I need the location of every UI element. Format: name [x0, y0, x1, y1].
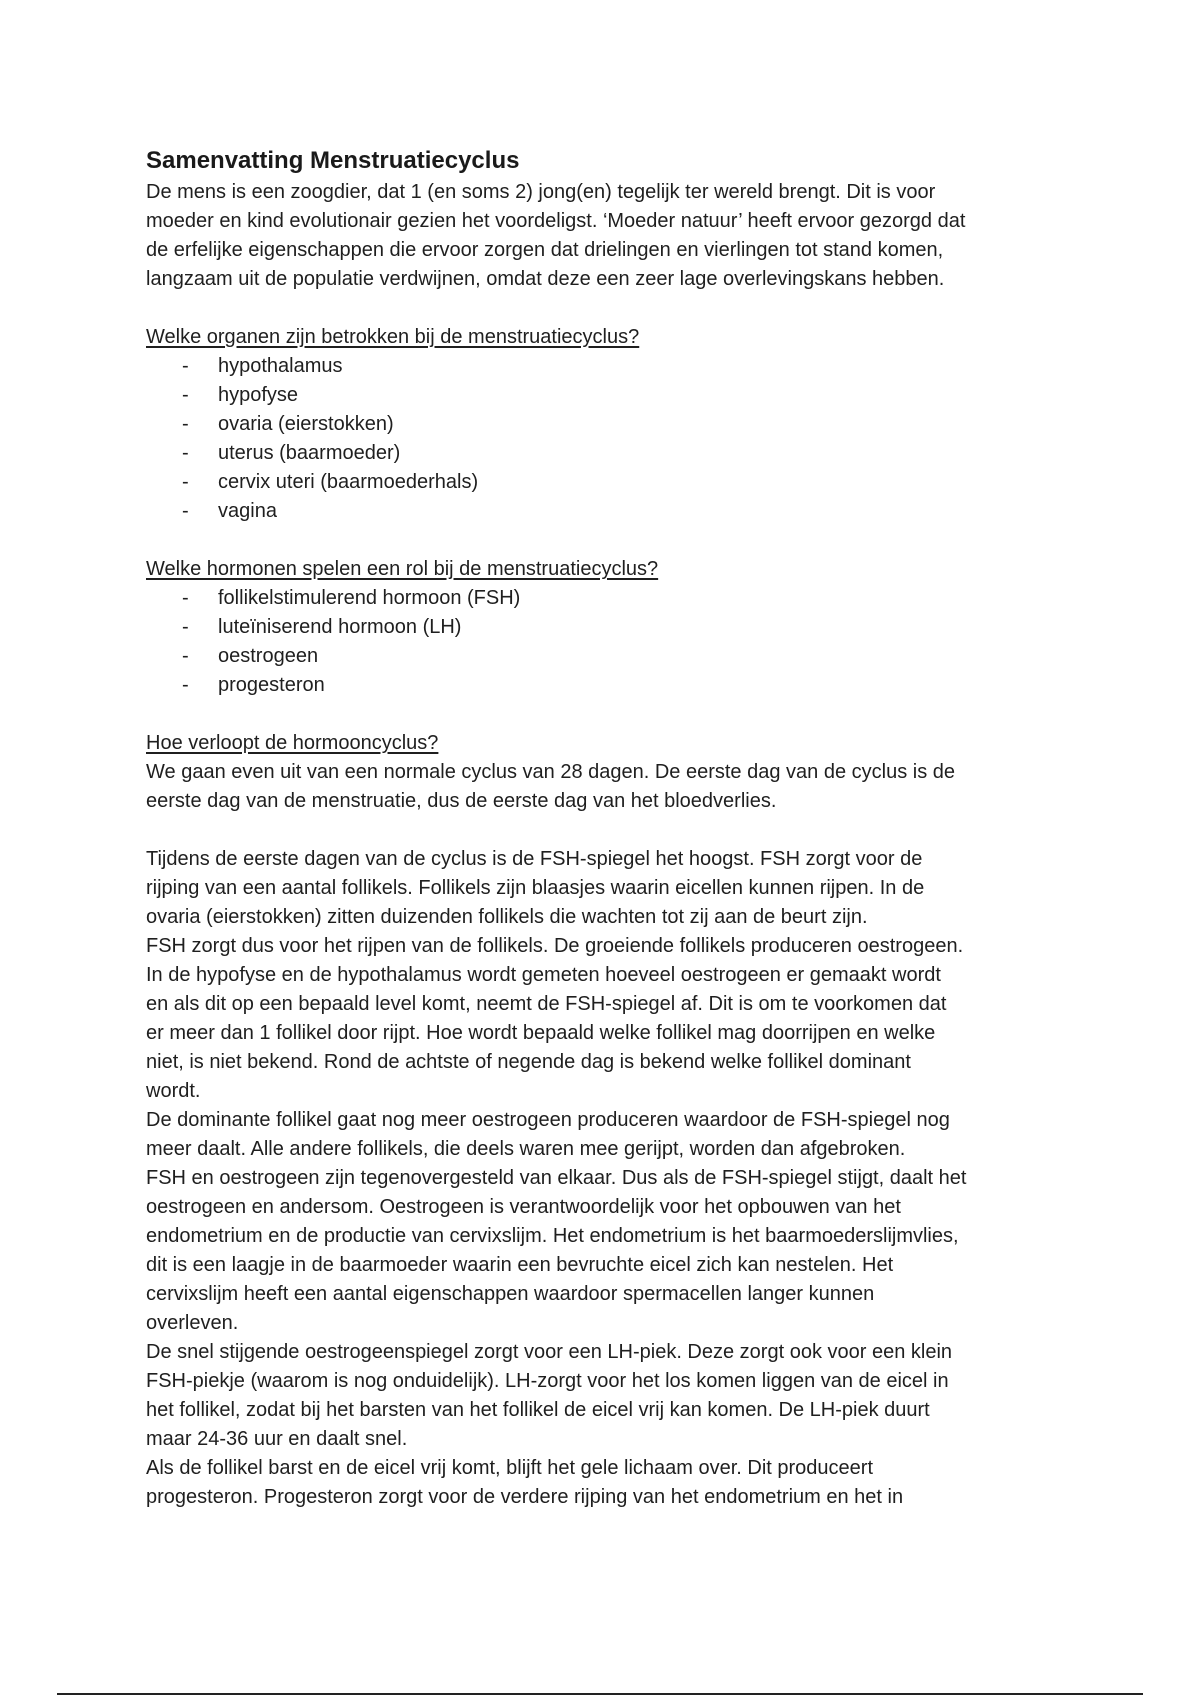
list-item-text: uterus (baarmoeder): [218, 442, 401, 464]
spacer: [146, 816, 1066, 845]
list-item: [146, 439, 1066, 468]
intro-paragraph: [146, 178, 1066, 294]
spacer: [146, 700, 1066, 729]
dash-marker: -: [182, 587, 189, 609]
list-item-text: oestrogeen: [218, 645, 319, 667]
text-line: Als de follikel barst en de eicel vrij komt, blijft het gele lichaam over. Dit produceert: [146, 1457, 874, 1479]
list-item: [146, 381, 1066, 410]
spacer: [146, 526, 1066, 555]
list-item: [146, 671, 1066, 700]
dash-marker: -: [182, 645, 189, 667]
dash-marker: -: [182, 500, 189, 522]
list-item: [146, 352, 1066, 381]
text-line: en als dit op een bepaald level komt, neemt de FSH-spiegel af. Dit is om te voorkomen dat: [146, 993, 947, 1015]
text-line: wordt.: [146, 1080, 201, 1102]
organs-question: Welke organen zijn betrokken bij de menstruatiecyclus?: [146, 326, 640, 348]
text-line: De snel stijgende oestrogeenspiegel zorgt voor een LH-piek. Deze zorgt ook voor een klein: [146, 1341, 953, 1363]
list-item: [146, 642, 1066, 671]
list-item-text: vagina: [218, 500, 277, 522]
text-line: eerste dag van de menstruatie, dus de eerste dag van het bloedverlies.: [146, 790, 777, 812]
organs-list: [146, 352, 1066, 526]
text-line: In de hypofyse en de hypothalamus wordt gemeten hoeveel oestrogeen er gemaakt wordt: [146, 964, 941, 986]
text-line: dit is een laagje in de baarmoeder waarin een bevruchte eicel zich kan nestelen. Het: [146, 1254, 894, 1276]
list-item: [146, 584, 1066, 613]
list-item-text: hypothalamus: [218, 355, 343, 377]
document-title: Samenvatting Menstruatiecyclus: [146, 147, 520, 174]
text-line: FSH-piekje (waarom is nog onduidelijk). LH-zorgt voor het los komen liggen van de eicel in: [146, 1370, 949, 1392]
text-line: endometrium en de productie van cervixslijm. Het endometrium is het baarmoederslijmvlies,: [146, 1225, 959, 1247]
cycle-paragraph-2: [146, 845, 1066, 1512]
dash-marker: -: [182, 471, 189, 493]
cycle-question: Hoe verloopt de hormooncyclus?: [146, 732, 439, 754]
text-line: FSH zorgt dus voor het rijpen van de follikels. De groeiende follikels produceren oestrogeen.: [146, 935, 964, 957]
page-bottom-rule: [57, 1693, 1143, 1695]
text-line: FSH en oestrogeen zijn tegenovergesteld van elkaar. Dus als de FSH-spiegel stijgt, daalt het: [146, 1167, 967, 1189]
dash-marker: -: [182, 413, 189, 435]
dash-marker: -: [182, 616, 189, 638]
list-item-text: hypofyse: [218, 384, 299, 406]
list-item-text: progesteron: [218, 674, 325, 696]
list-item: [146, 410, 1066, 439]
list-item-text: cervix uteri (baarmoederhals): [218, 471, 479, 493]
list-item-text: luteïniserend hormoon (LH): [218, 616, 462, 638]
text-line: er meer dan 1 follikel door rijpt. Hoe wordt bepaald welke follikel mag doorrijpen en welke: [146, 1022, 936, 1044]
list-item: [146, 613, 1066, 642]
hormones-list: [146, 584, 1066, 700]
text-line: overleven.: [146, 1312, 239, 1334]
document-page: [146, 144, 1066, 1512]
dash-marker: -: [182, 355, 189, 377]
list-item: [146, 468, 1066, 497]
text-line: het follikel, zodat bij het barsten van het follikel de eicel vrij kan komen. De LH-piek duurt: [146, 1399, 930, 1421]
list-item-text: ovaria (eierstokken): [218, 413, 394, 435]
text-line: De mens is een zoogdier, dat 1 (en soms 2) jong(en) tegelijk ter wereld brengt. Dit is voor: [146, 181, 936, 203]
text-line: De dominante follikel gaat nog meer oestrogeen produceren waardoor de FSH-spiegel nog: [146, 1109, 950, 1131]
text-line: ovaria (eierstokken) zitten duizenden follikels die wachten tot zij aan de beurt zijn.: [146, 906, 868, 928]
text-line: maar 24-36 uur en daalt snel.: [146, 1428, 408, 1450]
dash-marker: -: [182, 384, 189, 406]
text-line: Tijdens de eerste dagen van de cyclus is de FSH-spiegel het hoogst. FSH zorgt voor de: [146, 848, 923, 870]
cycle-paragraph-1: [146, 758, 1066, 816]
hormones-question: Welke hormonen spelen een rol bij de menstruatiecyclus?: [146, 558, 659, 580]
text-line: oestrogeen en andersom. Oestrogeen is verantwoordelijk voor het opbouwen van het: [146, 1196, 901, 1218]
dash-marker: -: [182, 442, 189, 464]
list-item-text: follikelstimulerend hormoon (FSH): [218, 587, 521, 609]
text-line: de erfelijke eigenschappen die ervoor zorgen dat drielingen en vierlingen tot stand komen,: [146, 239, 944, 261]
text-line: We gaan even uit van een normale cyclus van 28 dagen. De eerste dag van de cyclus is de: [146, 761, 956, 783]
text-line: langzaam uit de populatie verdwijnen, omdat deze een zeer lage overlevingskans hebben.: [146, 268, 945, 290]
text-line: niet, is niet bekend. Rond de achtste of negende dag is bekend welke follikel dominant: [146, 1051, 911, 1073]
dash-marker: -: [182, 674, 189, 696]
text-line: rijping van een aantal follikels. Follikels zijn blaasjes waarin eicellen kunnen rijpen. In de: [146, 877, 925, 899]
spacer: [146, 294, 1066, 323]
text-line: moeder en kind evolutionair gezien het voordeligst. ‘Moeder natuur’ heeft ervoor gezorgd dat: [146, 210, 966, 232]
text-line: meer daalt. Alle andere follikels, die deels waren mee gerijpt, worden dan afgebroken.: [146, 1138, 906, 1160]
text-line: progesteron. Progesteron zorgt voor de verdere rijping van het endometrium en het in: [146, 1486, 904, 1508]
text-line: cervixslijm heeft een aantal eigenschappen waardoor spermacellen langer kunnen: [146, 1283, 875, 1305]
list-item: [146, 497, 1066, 526]
